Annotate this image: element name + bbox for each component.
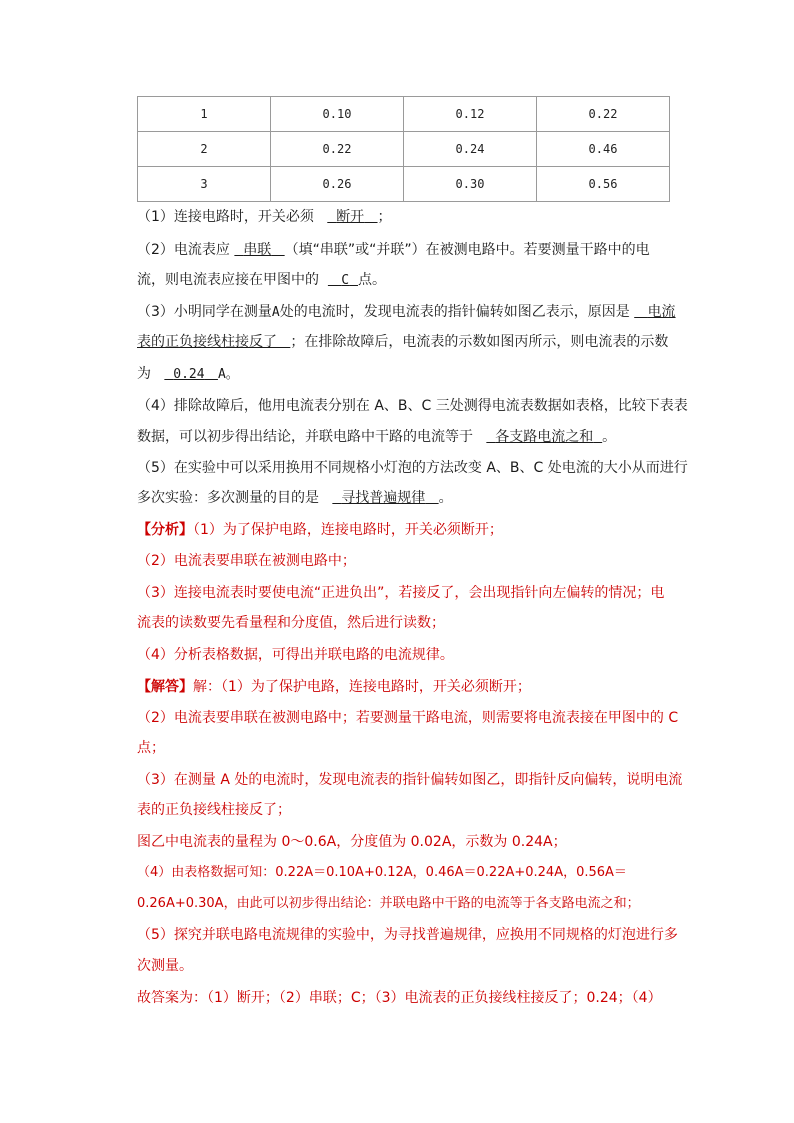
- analysis-line-3: （3）连接电流表时要使电流“正进负出”，若接反了，会出现指针向左偏转的情况；电: [137, 585, 665, 601]
- table-cell: 0.30: [404, 167, 537, 202]
- question-text: 数据，可以初步得出结论，并联电路中干路的电流等于: [137, 429, 473, 445]
- answer-blank: 表的正负接线柱接反了: [137, 334, 277, 350]
- solution-line-5: 表的正负接线柱接反了；: [137, 802, 291, 818]
- question-text: 点。: [358, 272, 386, 288]
- analysis-line-5: （4）分析表格数据，可得出并联电路的电流规律。: [137, 647, 454, 663]
- table-cell: 0.10: [271, 97, 404, 132]
- answer-blank: 寻找普遍规律: [341, 490, 426, 506]
- final-answer-line: 故答案为：（1）断开；（2）串联；C；（3）电流表的正负接线柱接反了；0.24；（4）: [137, 990, 662, 1006]
- question-text: （5）在实验中可以采用换用不同规格小灯泡的方法改变 A、B、C 处电流的大小从而进行: [137, 460, 688, 476]
- table-cell: 0.46: [537, 132, 670, 167]
- table-cell: 1: [138, 97, 271, 132]
- solution-line-10: 次测量。: [137, 958, 193, 974]
- solution-line-3: 点；: [137, 740, 165, 756]
- question-2-line-2: [137, 270, 677, 291]
- question-text: （填“串联”或“并联”）在被测电路中。若要测量干路中的电: [284, 242, 650, 258]
- solution-line-1: 【解答】解：（1）为了保护电路，连接电路时，开关必须断开；: [137, 679, 531, 695]
- question-text: ；: [377, 209, 392, 225]
- question-text: 处的电流时，发现电流表的指针偏转如图乙表示，原因是: [279, 304, 630, 320]
- table-cell: 0.22: [537, 97, 670, 132]
- solution-line-6: 图乙中电流表的量程为 0～0.6A，分度值为 0.02A，示数为 0.24A；: [137, 834, 567, 850]
- analysis-line-4: 流表的读数要先看量程和分度值，然后进行读数；: [137, 615, 445, 631]
- measurement-table: [137, 96, 670, 202]
- answer-blank: C: [341, 273, 350, 288]
- answer-blank: 0.24: [173, 367, 205, 382]
- analysis-label: 【分析】: [137, 522, 193, 538]
- analysis-line-1: 【分析】（1）为了保护电路，连接电路时，开关必须断开；: [137, 522, 503, 538]
- table-cell: 0.12: [404, 97, 537, 132]
- solution-line-9: （5）探究并联电路电流规律的实验中，为寻找普遍规律，应换用不同规格的灯泡进行多: [137, 927, 678, 943]
- table-row: [138, 132, 670, 167]
- question-text: （1）连接电路时，开关必须: [137, 209, 314, 225]
- question-3-line-2: [137, 332, 677, 352]
- table-cell: 3: [138, 167, 271, 202]
- question-5-line-2: [137, 488, 677, 508]
- table-row: [138, 97, 670, 132]
- question-text: 。: [602, 429, 617, 445]
- analysis-line-2: （2）电流表要串联在被测电路中；: [137, 553, 356, 569]
- question-text: ；在排除故障后，电流表的示数如图丙所示，则电流表的示数: [290, 334, 669, 350]
- solution-line-8: 0.26A+0.30A，由此可以初步得出结论：并联电路中干路的电流等于各支路电流之和；: [137, 896, 640, 911]
- question-text: 多次实验：多次测量的目的是: [137, 490, 319, 506]
- answer-blank: 电流: [647, 304, 676, 320]
- table-cell: 0.26: [271, 167, 404, 202]
- question-4-line-2: [137, 427, 677, 447]
- question-text: 。: [438, 490, 453, 506]
- table-row: [138, 167, 670, 202]
- question-text: （4）排除故障后，他用电流表分别在 A、B、C 三处测得电流表数据如表格，比较下表表: [137, 398, 688, 414]
- question-4-line-1: [137, 396, 688, 416]
- table-cell: 2: [138, 132, 271, 167]
- solution-line-2: （2）电流表要串联在被测电路中；若要测量干路电流，则需要将电流表接在甲图中的 C: [137, 710, 679, 726]
- table-cell: 0.56: [537, 167, 670, 202]
- question-1: [137, 207, 677, 227]
- question-2-line-1: [137, 240, 677, 260]
- solution-label: 【解答】: [137, 679, 193, 695]
- question-text: A。: [217, 367, 239, 382]
- question-3-line-3: [137, 364, 677, 385]
- answer-blank: 串联: [243, 242, 272, 258]
- question-text: （2）电流表应: [137, 242, 230, 258]
- solution-line-4: （3）在测量 A 处的电流时，发现电流表的指针偏转如图乙，即指针反向偏转，说明电流: [137, 772, 683, 788]
- table-cell: 0.22: [271, 132, 404, 167]
- question-5-line-1: [137, 458, 688, 478]
- question-3-line-1: （3）小明同学在测量A处的电流时，发现电流表的指针偏转如图乙表示，原因是 电流: [137, 304, 676, 320]
- solution-line-7: （4）由表格数据可知：0.22A＝0.10A+0.12A，0.46A＝0.22A+0.24A，0.56A＝: [137, 865, 627, 880]
- question-text: 流，则电流表应接在甲图中的: [137, 272, 319, 288]
- question-text: 为: [137, 366, 151, 382]
- question-text: （3）小明同学在测量: [137, 304, 272, 320]
- answer-blank: 各支路电流之和: [495, 429, 594, 445]
- answer-blank: 断开: [336, 209, 365, 225]
- table-cell: 0.24: [404, 132, 537, 167]
